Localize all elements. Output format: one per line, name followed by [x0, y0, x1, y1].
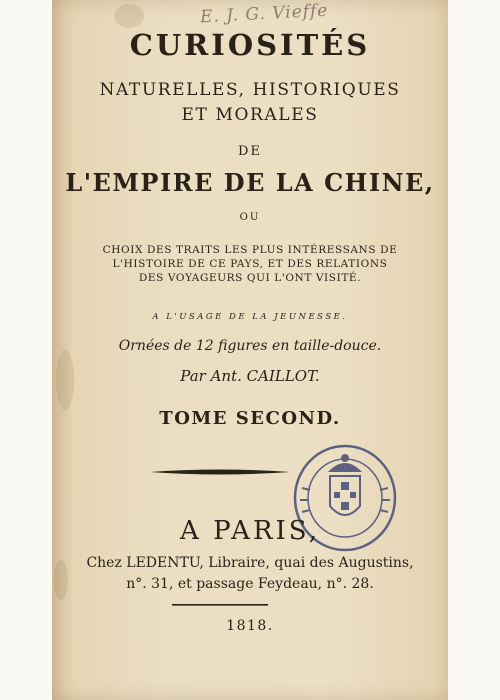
title-de: DE [238, 144, 262, 159]
volume-title: TOME SECOND. [159, 408, 341, 429]
foxing-stain [114, 4, 144, 28]
title-main: CURIOSITÉS [129, 28, 371, 62]
handwritten-signature: E. J. G. Vieffe [199, 0, 329, 28]
publication-year: 1818. [226, 618, 274, 634]
title-ou: OU [239, 212, 261, 223]
title-subtitle-1: NATURELLES, HISTORIQUES [99, 80, 401, 100]
publisher-address: n°. 31, et passage Feydeau, n°. 28. [126, 576, 374, 592]
title-empire: L'EMPIRE DE LA CHINE, [65, 168, 435, 197]
illustrations-line: Ornées de 12 figures en taille-douce. [118, 338, 382, 354]
description-line: DES VOYAGEURS QUI L'ONT VISITÉ. [138, 272, 362, 284]
divider-rule [172, 604, 268, 607]
description-line: CHOIX DES TRAITS LES PLUS INTÉRESSANS DE [102, 244, 398, 256]
description [52, 243, 448, 285]
title-subtitle-2: ET MORALES [181, 105, 319, 125]
city-line: A PARIS, [180, 516, 320, 546]
usage-line: A L'USAGE DE LA JEUNESSE. [152, 312, 348, 322]
publisher-line: Chez LEDENTU, Libraire, quai des Augustins, [86, 555, 414, 571]
author-line: Par Ant. CAILLOT. [180, 367, 320, 385]
ornamental-rule [150, 468, 290, 476]
description-line: L'HISTOIRE DE CE PAYS, ET DES RELATIONS [112, 258, 388, 270]
